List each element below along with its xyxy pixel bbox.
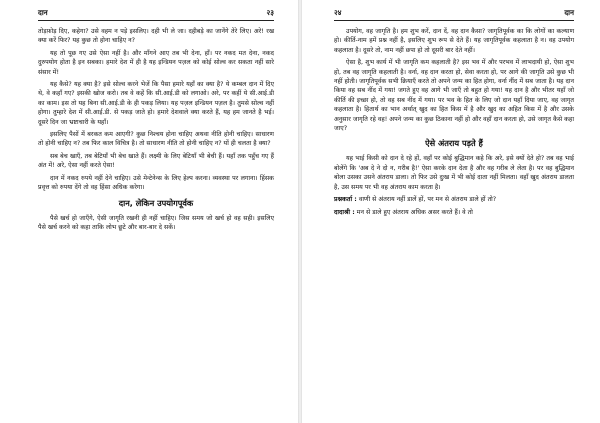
left-paragraph-2: यह तो पूछ गए उसे ऐसा नहीं है। और माँगने आए तब भी देना, हाँ। पर नकद मत देना, नकद दुरुपयोग होता है इन सबका। हमारे देश में ही है यह इन्डियन पज़ल को कोई सोल्व कर सकता नहीं सारे संसार में! — [38, 49, 274, 76]
right-page-header — [334, 8, 574, 21]
right-section-title: ऐसे अंतराय पड़ते हैं — [425, 138, 483, 149]
left-section-paragraph: पैसे खर्च हो जाएँगे, ऐसी जागृति रखनी ही नहीं चाहिए। जिस समय जो खर्च हो वह सही। इसलिए पैसे खर्च करने को कहा ताकि लोभ छूटे और बार-बार दे सकें। — [38, 214, 274, 231]
right-page — [300, 0, 600, 423]
right-paragraph-1: उपयोग, वह जागृति है। हम शुभ करें, दान दें, वह दान कैसा? जागृतिपूर्वक का कि लोगों का कल्याण हो। कीर्ति-नाम हमें प्रश्न नहीं है, इसलिए शुभ रूप से देते हैं। यह जागृतिपूर्वक कहलाता है न। वह उपयोग कहलाता है। दूसरे तो, नाम नहीं छपा हो तो दूसरी बार देते नहीं। — [334, 28, 574, 54]
left-page-number: २३ — [266, 8, 274, 17]
qa-answer — [334, 208, 574, 217]
left-section-title: दान, लेकिन उपयोगपूर्वक — [118, 197, 194, 208]
left-paragraph-5: सब बेच खाएँ, तब बेटियाँ भी बेच खाते हैं। लक्ष्मी के लिए बेटियाँ भी बेची हैं। यहाँ तक पहुँच गए हैं अंत में! अरे, ऐसा नहीं करते ऐसा! — [38, 152, 274, 170]
right-paragraph-2: ऐसा है, शुभ कार्य में भी जागृति कम कहलाती है? इस भव में और परभव में लाभदायी हो, ऐसा शुभ हो, तब वह जागृति कहलाती है। वर्ना, वह दान करता हो, सेवा करता हो, पर आगे की जागृति उसे कुछ भी नहीं होती। जागृतिपूर्वक सभी क्रियाएँ करते तो अपने जन्म का हित होगा, वर्ना नींद में सब जाता है। यह दान किया वह सब नींद में गया! जगते हुए वह आगे भी जाएँ तो बहुत हो गया! यह दान है और भीतर यहाँ जो कीर्ति की इच्छा हो, तो वह सब नींद में गया। पर भव के हित के लिए जो दान यहाँ दिया जाए, वह जागृत कहलाता है। हितार्थ का भान अर्थात् खुद का हित किस में है और खुद का अहित किस में है और उसके अनुसार जागृति रहे वह! अपने जन्म का कुछ ठिकाना नहीं हो और वहाँ दान करता हो, उसे जागृत कैसे कहा जाए? — [334, 59, 574, 133]
left-paragraph-3: यह कैसे? यह क्या है? इसे सोल्व करने भेजें कि पैसा हमारे यहाँ का क्या है? ये कम्बल दान में दिए थे, वे कहाँ गए? इसकी खोज करो। तब वे कहें कि सी.आई.डी को लगाओ। अरे, पर कहीं ये सी.आई.डी का काम। इस तो यह बिना सी.आई.डी के ही पकड़ लिया। यह पज़ल इन्डियन पज़ल है। तुमसे सोल्व नहीं होगा। तुम्हारे देश में सी.आई.डी. से पकड़ जाते हो। हमारे देशवाले क्या करते हैं, यह हम जानते है भई। दूसरे दिन जा भ्रष्टाचारी के यहाँ। — [38, 81, 274, 126]
right-section-paragraph: यह भाई किसी को दान दे रहे हों, वहाँ पर कोई बुद्धिमान कहे कि अरे, इसे क्यों देते हो? तब वह भाई बोलेंगे कि 'अब दे ने दो न, गरीब है!' ऐसा करके दान देता है और वह गरीब ले लेता है। पर वह बुद्धिमान बोला उसका उसने अंतराय डाला। तो फिर उसे दुःख में भी कोई दाता नहीं मिलता। वहाँ खुद अंतराय डालता है, उस समय पर भी वह अंतराय काम करता है। — [334, 155, 574, 191]
left-paragraph-6: दान में नकद रुपये नहीं देने चाहिए। उसे मेन्टेनेन्स के लिए हेल्प करना। व्यवस्था पर लगाना। हिंसक प्रवृत्त को रुपया देंगे तो वह हिंसा अधिक करेगा। — [38, 174, 274, 192]
left-paragraph-1: तोड़फ़ोड़ दिए, कहेगा? उसे वहम न पड़े इसलिए। दही भी ले जा। दहीबड़े का जानेंगे तेरे लिए। अरे! रख क्या करें फिर? यह कुछ तो होना चाहिए न? — [38, 28, 274, 45]
left-header-title: दान — [38, 8, 48, 17]
question-text: वाणी से अंतराय नहीं डालें हों, पर मन से अंतराय डाले हों तो? — [358, 196, 497, 204]
left-paragraph-4: इसलिए पैसों में बरकत कम आएगी? कुछ निश्चय होना चाहिए अथवा नीति होनी चाहिए। साधारण तो होनी चाहिए न? तब फिर काल विचित्र है। तो साधारण नीति तो होनी चाहिए न? यों ही चलता है क्या? — [38, 131, 274, 148]
questioner-label: प्रश्नकर्ता : — [334, 196, 357, 204]
right-header-title: दान — [564, 8, 574, 17]
left-page-header — [38, 8, 274, 21]
right-page-number: २४ — [334, 8, 342, 17]
qa-question — [334, 195, 574, 204]
answer-text: मन से डाले हुए अंतराय अधिक असर करते हैं। वे तो — [356, 208, 473, 216]
answerer-label: दादाश्री : — [334, 208, 355, 216]
